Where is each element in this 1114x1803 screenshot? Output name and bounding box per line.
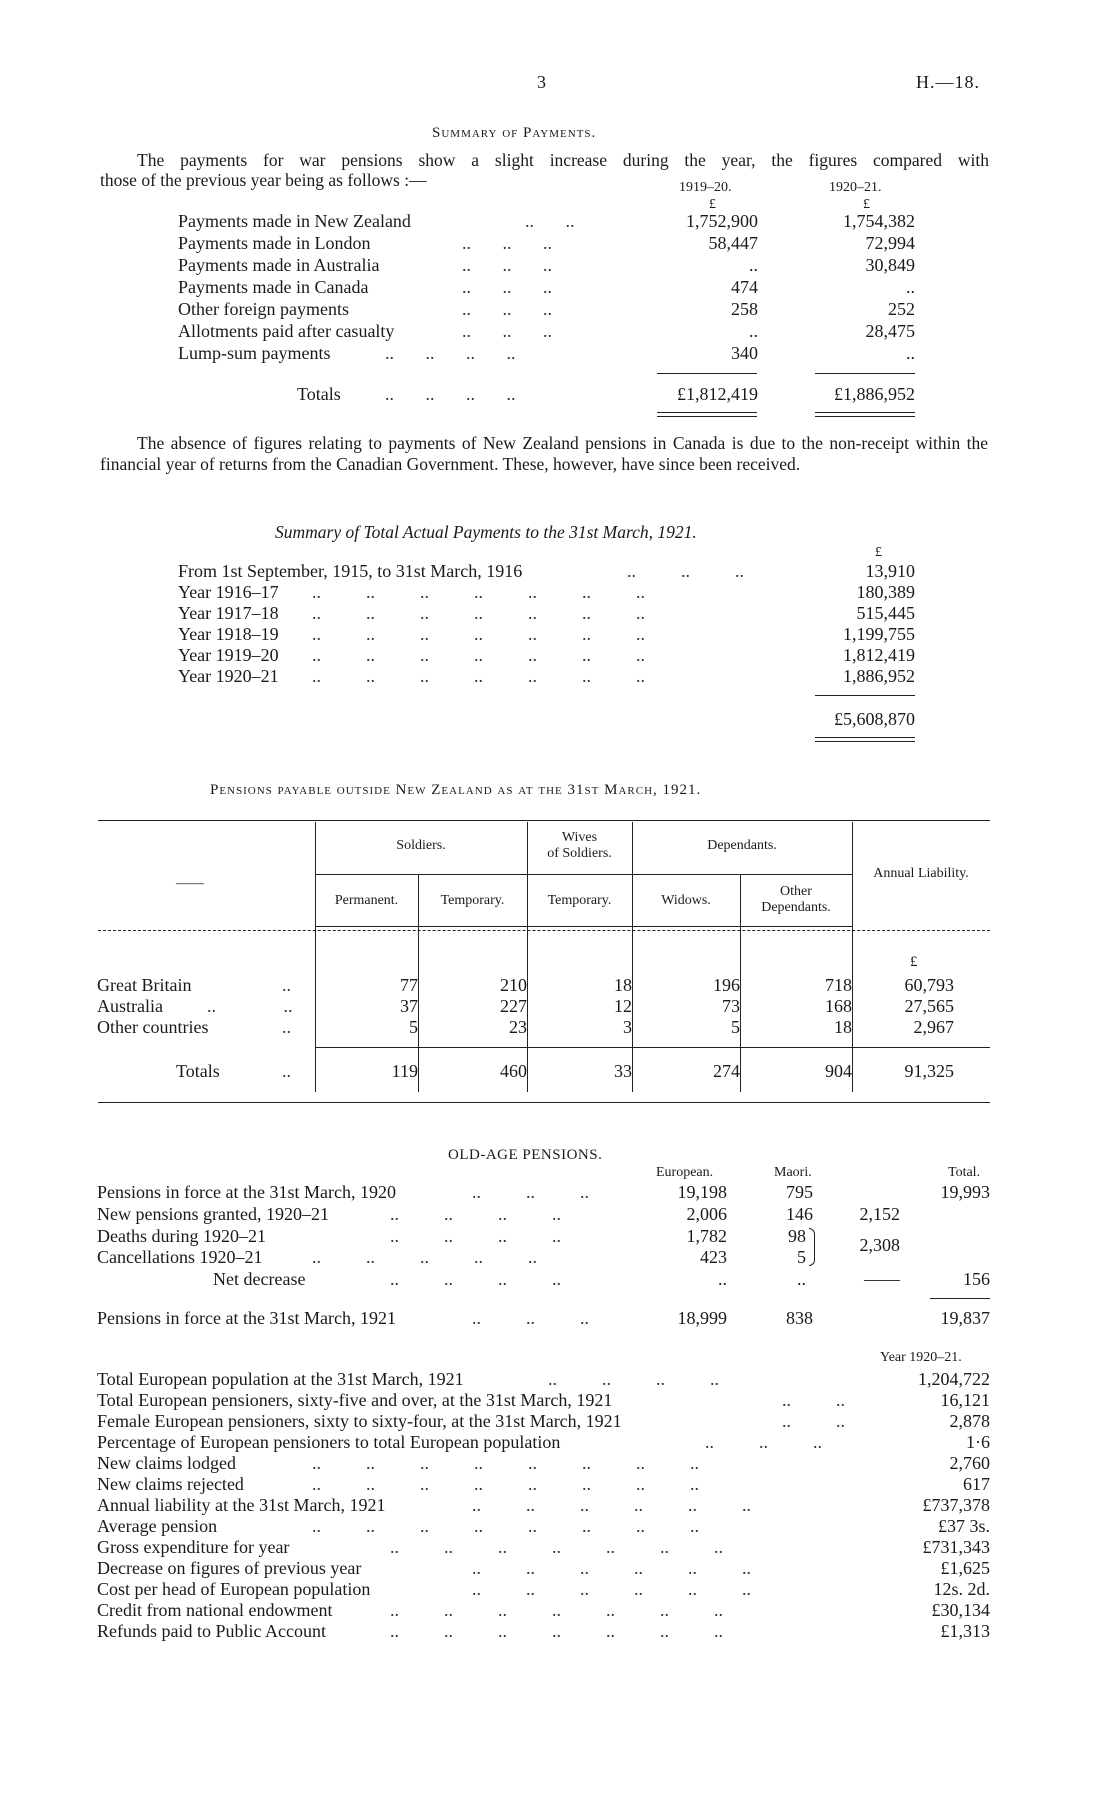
- table-row: Year 1920–21 .. .. .. .. .. .. .. 1,886,952: [178, 666, 915, 686]
- col-temporary: Temporary.: [440, 893, 505, 908]
- col-other-dependants: Other Dependants.: [761, 884, 831, 915]
- table-row: Payments made in Canada .. .. .. 474 ..: [178, 277, 915, 297]
- summary-payments-heading: Summary of Payments.: [432, 125, 597, 141]
- currency-symbol: £: [863, 197, 870, 212]
- col-head-1920-21: 1920–21.: [829, 180, 882, 195]
- subtotal-rule: [815, 695, 915, 696]
- table-row: Payments made in Australia .. .. .. .. 30,849: [178, 255, 915, 275]
- table-row: Other foreign payments .. .. .. 258 252: [178, 299, 915, 319]
- list-item: Credit from national endowment .. .. .. .. .. .. .. £30,134: [97, 1600, 990, 1620]
- list-item: Refunds paid to Public Account .. .. .. .. .. .. .. £1,313: [97, 1621, 990, 1641]
- table-row: Pensions in force at the 31st March, 1921 .. .. .. 18,999 838 19,837: [97, 1308, 990, 1328]
- table-row: New pensions granted, 1920–21 .. .. .. .. 2,006 146 2,152: [97, 1204, 900, 1224]
- subtotal-rule: [657, 373, 757, 374]
- col-wives-temporary: Temporary.: [547, 893, 612, 908]
- currency-symbol: £: [910, 954, 918, 970]
- list-item: Percentage of European pensioners to total European population .. .. .. 1·6: [97, 1432, 990, 1452]
- year-head: Year 1920–21.: [880, 1350, 962, 1365]
- list-item: Total European population at the 31st March, 1921 .. .. .. .. 1,204,722: [97, 1369, 990, 1389]
- table-row: Year 1916–17 .. .. .. .. .. .. .. 180,389: [178, 582, 915, 602]
- list-item: Gross expenditure for year .. .. .. .. .. .. .. £731,343: [97, 1537, 990, 1557]
- document-reference: H.—18.: [916, 72, 980, 92]
- list-item: Decrease on figures of previous year .. .. .. .. .. .. £1,625: [97, 1558, 990, 1578]
- summary-intro-line2: those of the previous year being as follows :—: [100, 170, 427, 190]
- total-double-rule: [815, 737, 915, 742]
- table-row: Payments made in London .. .. .. 58,447 72,994: [178, 233, 915, 253]
- table-row: Great Britain .. 77 210 18 196 718 60,793: [97, 975, 954, 995]
- list-item: Total European pensioners, sixty-five and over, at the 31st March, 1921 .. .. 16,121: [97, 1390, 990, 1410]
- totals-row: Totals .. .. .. .. £1,812,419 £1,886,952: [297, 384, 915, 404]
- table-row: Net decrease .. .. .. .. .. .. —— 156: [213, 1269, 990, 1289]
- table-row: Cancellations 1920–21 .. .. .. .. .. 423 5: [97, 1247, 806, 1267]
- table-row: Deaths during 1920–21 .. .. .. .. 1,782 98: [97, 1226, 806, 1246]
- list-item: Cost per head of European population .. .. .. .. .. .. 12s. 2d.: [97, 1579, 990, 1599]
- table-row: Year 1918–19 .. .. .. .. .. .. .. 1,199,755: [178, 624, 915, 644]
- outside-nz-heading: Pensions payable outside New Zealand as at the 31st March, 1921.: [210, 782, 702, 798]
- col-european: European.: [656, 1165, 714, 1180]
- col-group-soldiers: Soldiers.: [396, 838, 446, 853]
- summary-intro-line1: The payments for war pensions show a slight increase during the year, the figures compared with: [137, 150, 989, 170]
- subtotal-rule: [815, 373, 915, 374]
- list-item: Average pension .. .. .. .. .. .. .. .. £37 3s.: [97, 1516, 990, 1536]
- stub-head: ——: [176, 876, 204, 891]
- col-widows: Widows.: [661, 893, 711, 908]
- totals-row: Totals .. 119 460 33 274 904 91,325: [176, 1061, 954, 1081]
- total-row: £5,608,870: [834, 709, 915, 729]
- col-permanent: Permanent.: [334, 893, 399, 908]
- currency-symbol: £: [709, 197, 716, 212]
- list-item: New claims lodged .. .. .. .. .. .. .. .. 2,760: [97, 1453, 990, 1473]
- table-row: Australia .. .. 37 227 12 73 168 27,565: [97, 996, 954, 1016]
- subtotal-row: 2,308: [859, 1235, 900, 1255]
- col-head-1919-20: 1919–20.: [679, 180, 732, 195]
- table-row: Allotments paid after casualty .. .. .. .. 28,475: [178, 321, 915, 341]
- currency-symbol: £: [875, 545, 882, 560]
- canada-note: The absence of figures relating to payments of New Zealand pensions in Canada is due to the non-receipt within the financial year of returns from the Canadian Government. These, however, have since been received.: [100, 433, 988, 474]
- table-row: Pensions in force at the 31st March, 1920 .. .. .. 19,198 795 19,993: [97, 1182, 990, 1202]
- col-group-dependants: Dependants.: [707, 838, 777, 853]
- table-row: Payments made in New Zealand .. .. 1,752,900 1,754,382: [178, 211, 915, 231]
- col-group-wives: Wives of Soldiers.: [547, 830, 612, 861]
- list-item: New claims rejected .. .. .. .. .. .. .. .. 617: [97, 1474, 990, 1494]
- table-row: Year 1917–18 .. .. .. .. .. .. .. 515,445: [178, 603, 915, 623]
- list-item: Female European pensioners, sixty to sixty-four, at the 31st March, 1921 .. .. 2,878: [97, 1411, 990, 1431]
- total-double-rule: [657, 412, 757, 417]
- table-row: Year 1919–20 .. .. .. .. .. .. .. 1,812,419: [178, 645, 915, 665]
- table-row: Other countries .. 5 23 3 5 18 2,967: [97, 1017, 954, 1037]
- col-total: Total.: [948, 1165, 981, 1180]
- table-row: From 1st September, 1915, to 31st March, 1916 .. .. .. 13,910: [178, 561, 915, 581]
- col-annual-liability: Annual Liability.: [873, 866, 969, 881]
- col-maori: Maori.: [774, 1165, 812, 1180]
- total-actual-heading: Summary of Total Actual Payments to the 31st March, 1921.: [275, 522, 697, 542]
- list-item: Annual liability at the 31st March, 1921 .. .. .. .. .. .. £737,378: [97, 1495, 990, 1515]
- table-row: Lump-sum payments .. .. .. .. 340 ..: [178, 343, 915, 363]
- old-age-heading: OLD-AGE PENSIONS.: [448, 1147, 603, 1163]
- total-double-rule: [815, 412, 915, 417]
- page-number: 3: [537, 72, 546, 92]
